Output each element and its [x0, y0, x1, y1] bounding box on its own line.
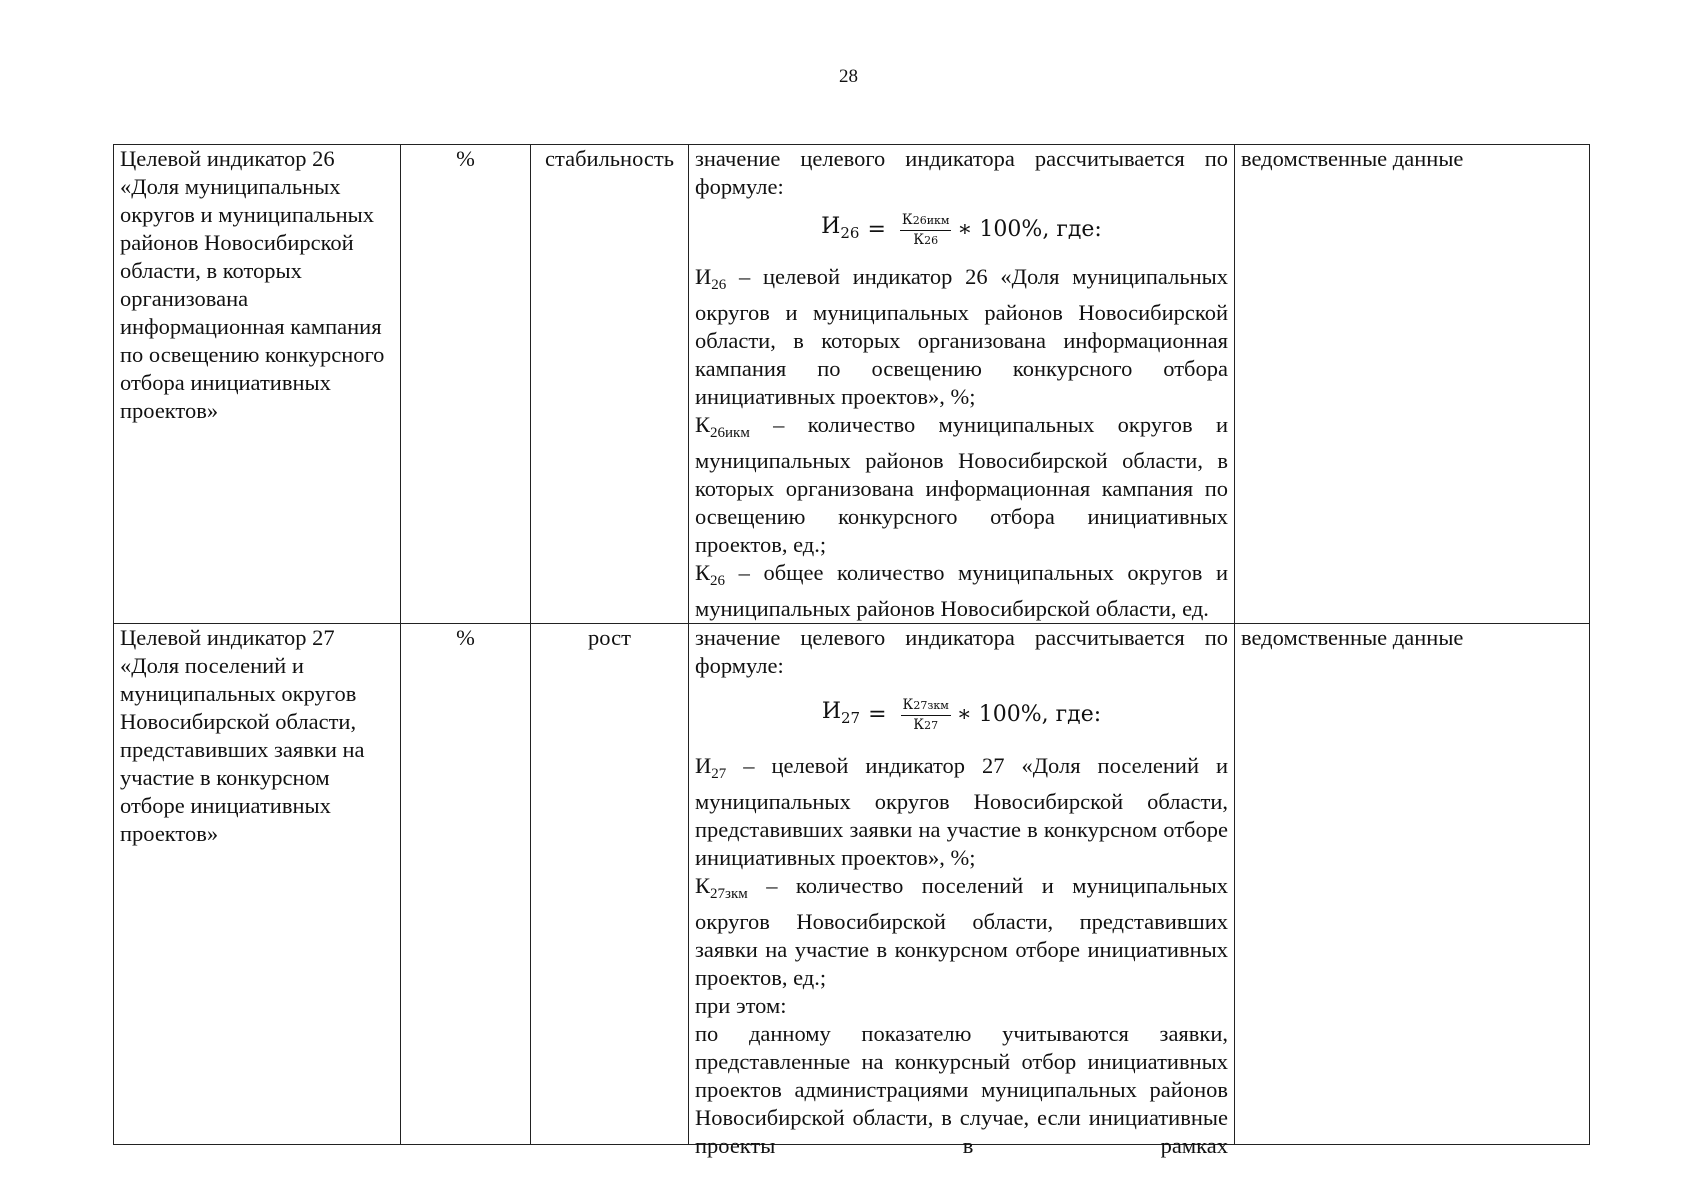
table-row	[114, 145, 1590, 624]
definition-k26ikm: $К_{26икм}$ – количество муниципальных округов и муниципальных районов Новосибирской области, в которых организована информационная кампания по освещению конкурсного отбора инициативных проектов, ед.;	[695, 412, 1228, 557]
page-number: 28	[839, 66, 858, 87]
definition-k27zkm: $К_{27зкм}$ – количество поселений и муниципальных округов Новосибирской области, представивших заявки на участие в конкурсном отборе инициативных проектов, ед.;	[695, 873, 1228, 990]
formula	[695, 205, 1228, 255]
unit-cell: %	[401, 145, 531, 624]
formula-tail: ∗ 100%, где:	[956, 702, 1102, 727]
formula-lhs: $И_{26}$	[821, 214, 860, 242]
method-cell	[689, 624, 1235, 1158]
formula-fraction	[900, 211, 952, 250]
source-cell: ведомственные данные	[1235, 145, 1590, 624]
formula-numerator: К27зкм	[901, 696, 951, 716]
formula-tail: ∗ 100%, где:	[957, 217, 1102, 242]
formula	[695, 690, 1228, 740]
definition-i27: $И_{27}$ – целевой индикатор 27 «Доля поселений и муниципальных округов Новосибирской области, представивших заявки на участие в конкурсном отборе инициативных проектов», %;	[695, 753, 1228, 870]
trend-cell: рост	[531, 624, 689, 1145]
method-intro: значение целевого индикатора рассчитывается по формуле:	[695, 146, 1228, 199]
formula-lhs: $И_{27}$	[821, 699, 861, 727]
method-intro: значение целевого индикатора рассчитывается по формуле:	[695, 625, 1228, 678]
indicator-name: Целевой индикатор 27 «Доля поселений и муниципальных округов Новосибирской области, представивших заявки на участие в конкурсном отборе инициативных проектов»	[114, 624, 401, 1145]
indicator-name: Целевой индикатор 26 «Доля муниципальных округов и муниципальных районов Новосибирской области, в которых организована информационная кампания по освещению конкурсного отбора инициативных проектов»	[114, 145, 401, 624]
formula-equals: =	[867, 217, 886, 242]
formula-denominator: К26	[913, 231, 939, 248]
formula-fraction	[901, 696, 951, 735]
table-row	[114, 624, 1590, 1145]
unit-cell: %	[401, 624, 531, 1145]
source-cell: ведомственные данные	[1235, 624, 1590, 1145]
definition-i26: $И_{26}$ – целевой индикатор 26 «Доля муниципальных округов и муниципальных районов Новосибирской области, в которых организована информационная кампания по освещению конкурсного отбора инициативных проектов», %;	[695, 264, 1228, 409]
formula-numerator: К26икм	[900, 211, 952, 231]
note-text: по данному показателю учитываются заявки, представленные на конкурсный отбор инициативных проектов администрациями муниципальных районов Новосибирской области, в случае, если инициативные проекты в рамках	[695, 1021, 1228, 1158]
method-cell	[689, 145, 1235, 624]
trend-cell: стабильность	[531, 145, 689, 624]
formula-equals: =	[868, 702, 887, 727]
indicators-table	[113, 144, 1590, 1158]
note-label: при этом:	[695, 993, 787, 1018]
formula-denominator: К27	[913, 716, 939, 733]
definition-k26: $К_{26}$ – общее количество муниципальных округов и муниципальных районов Новосибирской области, ед.	[695, 560, 1228, 621]
